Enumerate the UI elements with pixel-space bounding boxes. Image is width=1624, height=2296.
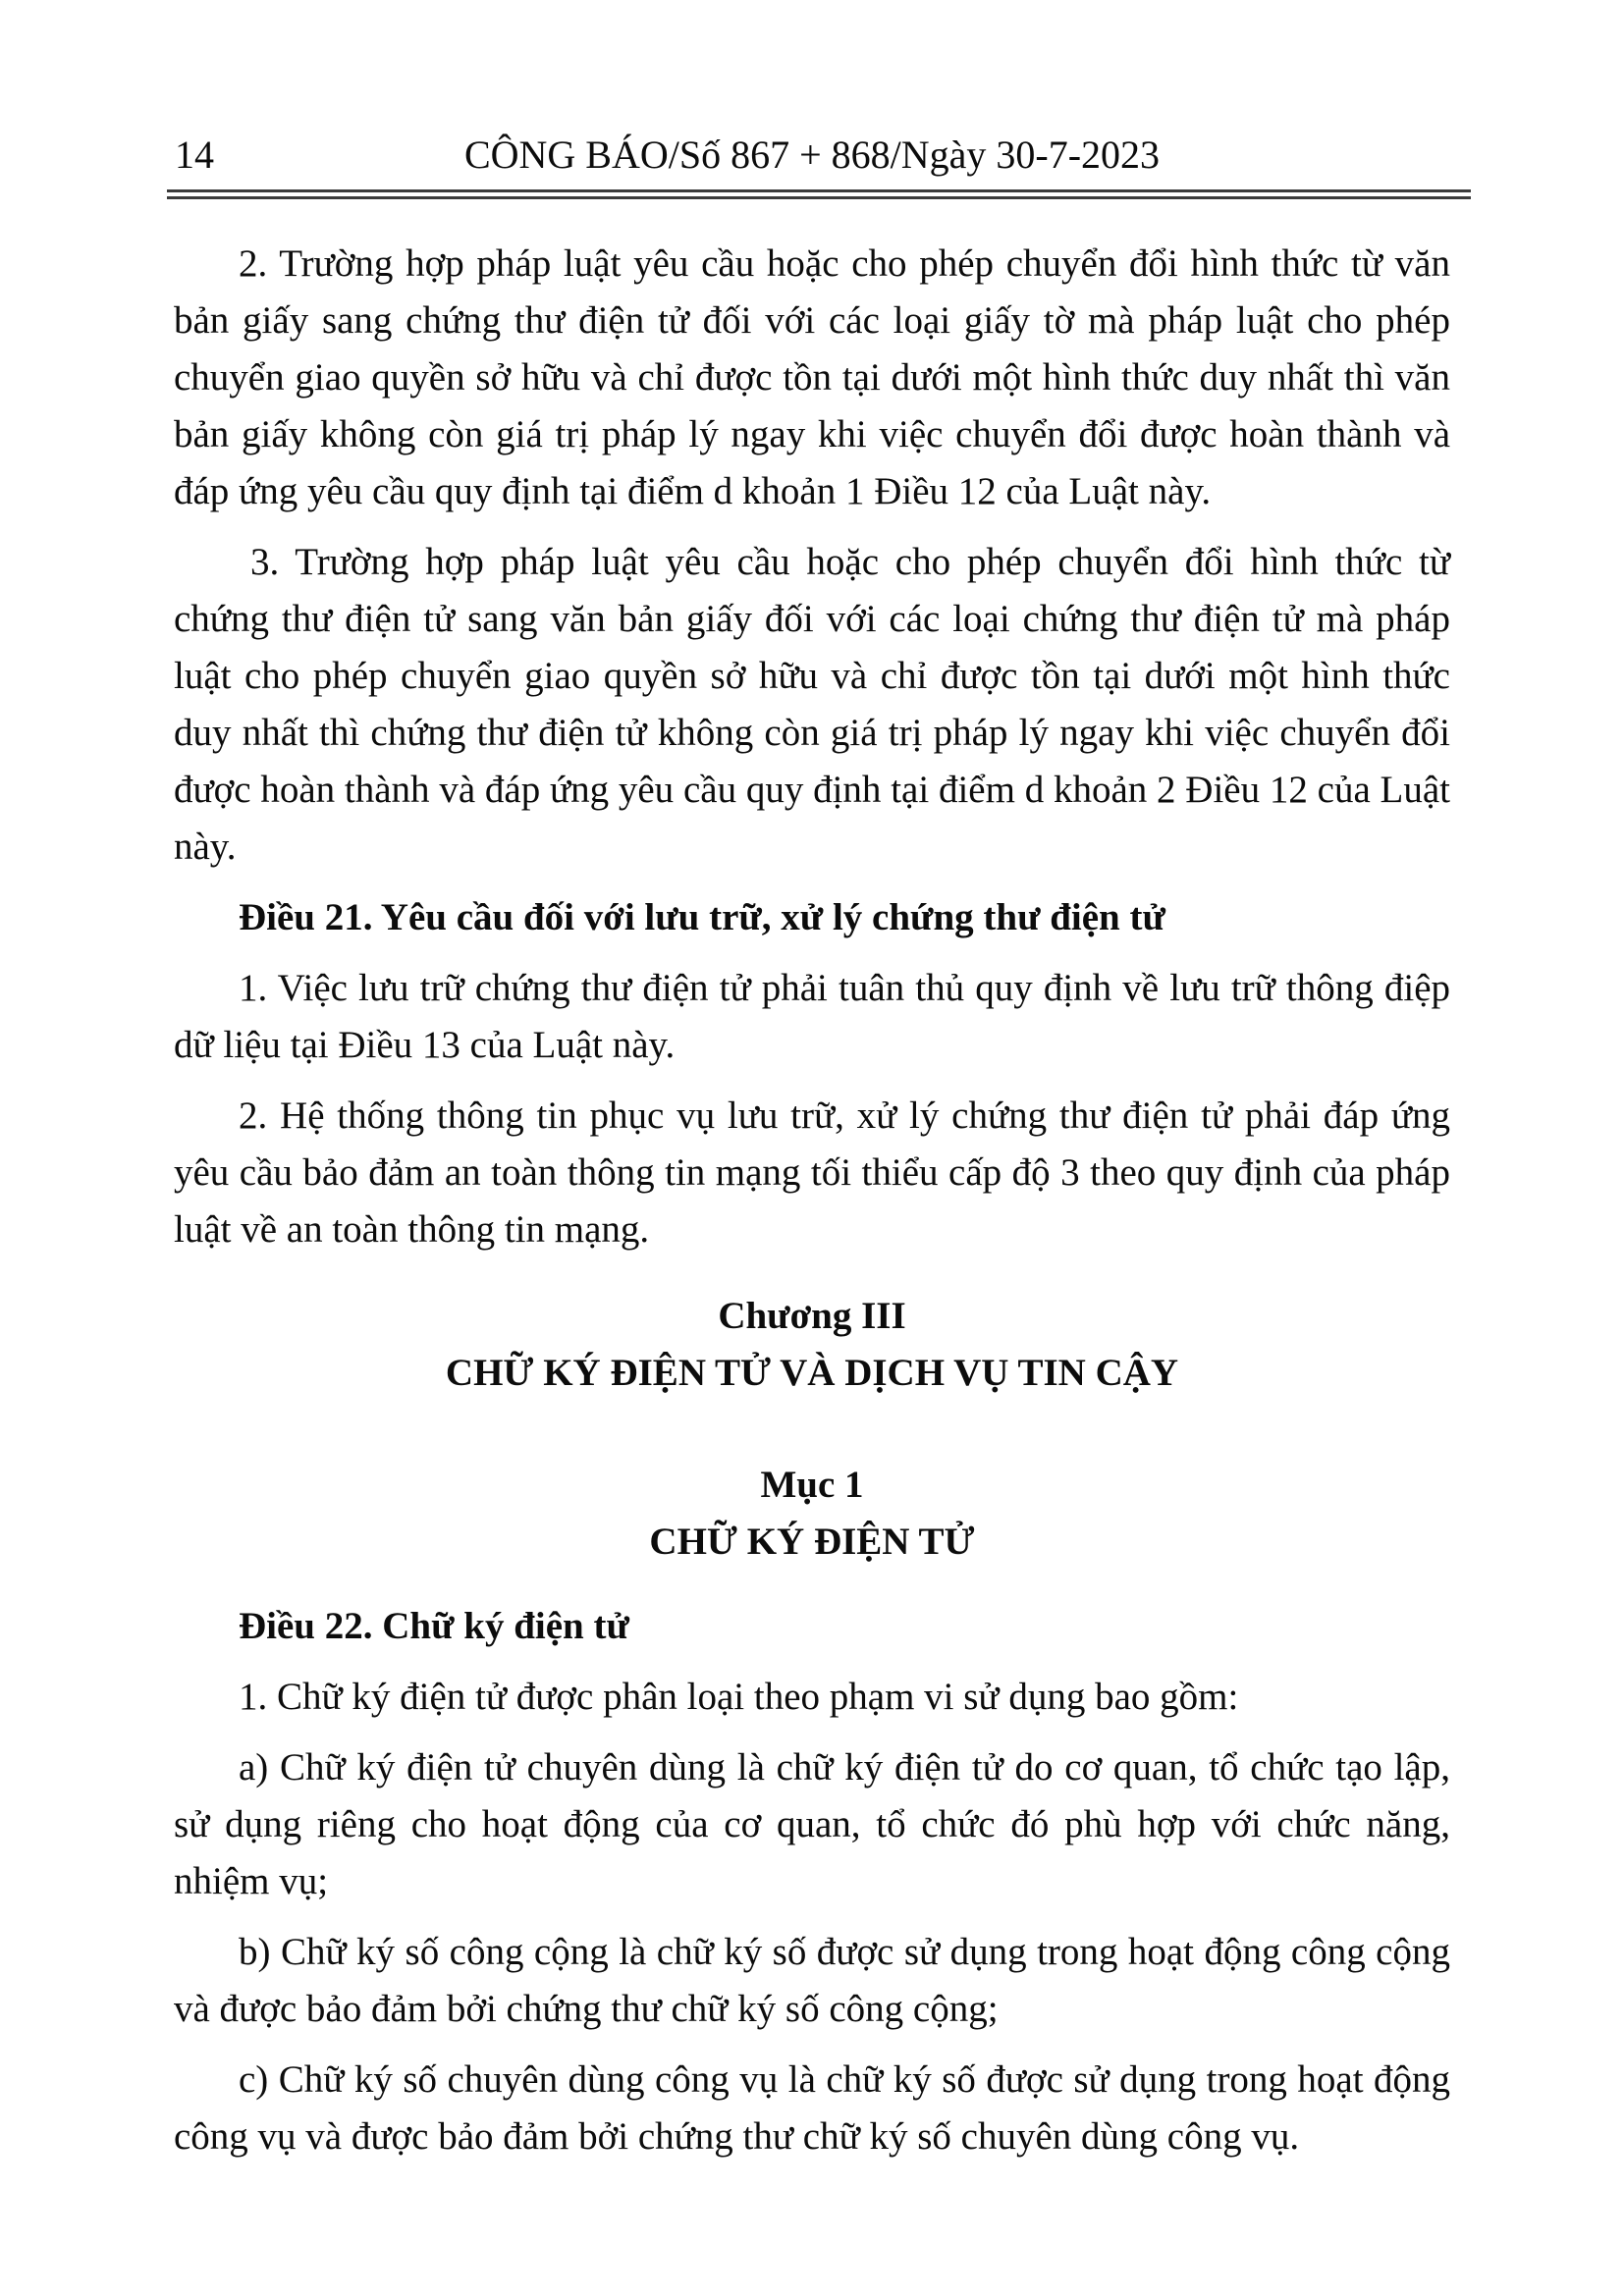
article-21-clause-2: 2. Hệ thống thông tin phục vụ lưu trữ, xử lý chứng thư điện tử phải đáp ứng yêu cầu bảo đảm an toàn thông tin mạng tối thiểu cấp độ 3 theo quy định của pháp luật về an toàn thông tin mạng. [174,1095,1450,1251]
section-number: Mục 1 [760,1464,864,1506]
article-22-heading: Điều 22. Chữ ký điện tử [239,1605,629,1647]
article-22-point-c: c) Chữ ký số chuyên dùng công vụ là chữ ký số được sử dụng trong hoạt động công vụ và được bảo đảm bởi chứng thư chữ ký số chuyên dùng công vụ. [174,2058,1450,2158]
header-divider [167,189,1471,199]
chapter-number: Chương III [718,1295,906,1337]
gazette-title: CÔNG BÁO/Số 867 + 868/Ngày 30-7-2023 [463,133,1161,177]
article-22-clause-1: 1. Chữ ký điện tử được phân loại theo phạm vi sử dụng bao gồm: [239,1676,1239,1718]
page-number: 14 [175,133,214,177]
paragraph-clause-3: 3. Trường hợp pháp luật yêu cầu hoặc cho phép chuyển đổi hình thức từ chứng thư điện tử sang văn bản giấy đối với các loại chứng thư điện tử mà pháp luật cho phép chuyển giao quyền sở hữu và chỉ được tồn tại dưới một hình thức duy nhất thì chứng thư điện tử không còn giá trị pháp lý ngay khi việc chuyển đổi được hoàn thành và đáp ứng yêu cầu quy định tại điểm d khoản 2 Điều 12 của Luật này. [174,541,1450,868]
article-21-clause-1: 1. Việc lưu trữ chứng thư điện tử phải tuân thủ quy định về lưu trữ thông điệp dữ liệu tại Điều 13 của Luật này. [174,967,1450,1066]
article-22-point-b: b) Chữ ký số công cộng là chữ ký số được sử dụng trong hoạt động công cộng và được bảo đảm bởi chứng thư chữ ký số công cộng; [174,1931,1450,2030]
article-21-heading: Điều 21. Yêu cầu đối với lưu trữ, xử lý chứng thư điện tử [239,896,1165,938]
running-header [174,133,1450,181]
document-body [174,236,1450,2179]
paragraph-clause-2: 2. Trường hợp pháp luật yêu cầu hoặc cho phép chuyển đổi hình thức từ văn bản giấy sang chứng thư điện tử đối với các loại giấy tờ mà pháp luật cho phép chuyển giao quyền sở hữu và chỉ được tồn tại dưới một hình thức duy nhất thì văn bản giấy không còn giá trị pháp lý ngay khi việc chuyển đổi được hoàn thành và đáp ứng yêu cầu quy định tại điểm d khoản 1 Điều 12 của Luật này. [174,242,1450,512]
chapter-title: CHỮ KÝ ĐIỆN TỬ VÀ DỊCH VỤ TIN CẬY [445,1352,1179,1394]
chapter-heading [174,1288,1450,1402]
section-title: CHỮ KÝ ĐIỆN TỬ [649,1521,975,1563]
article-22-point-a: a) Chữ ký điện tử chuyên dùng là chữ ký điện tử do cơ quan, tổ chức tạo lập, sử dụng riêng cho hoạt động của cơ quan, tổ chức đó phù hợp với chức năng, nhiệm vụ; [174,1746,1450,1902]
section-heading [174,1457,1450,1571]
